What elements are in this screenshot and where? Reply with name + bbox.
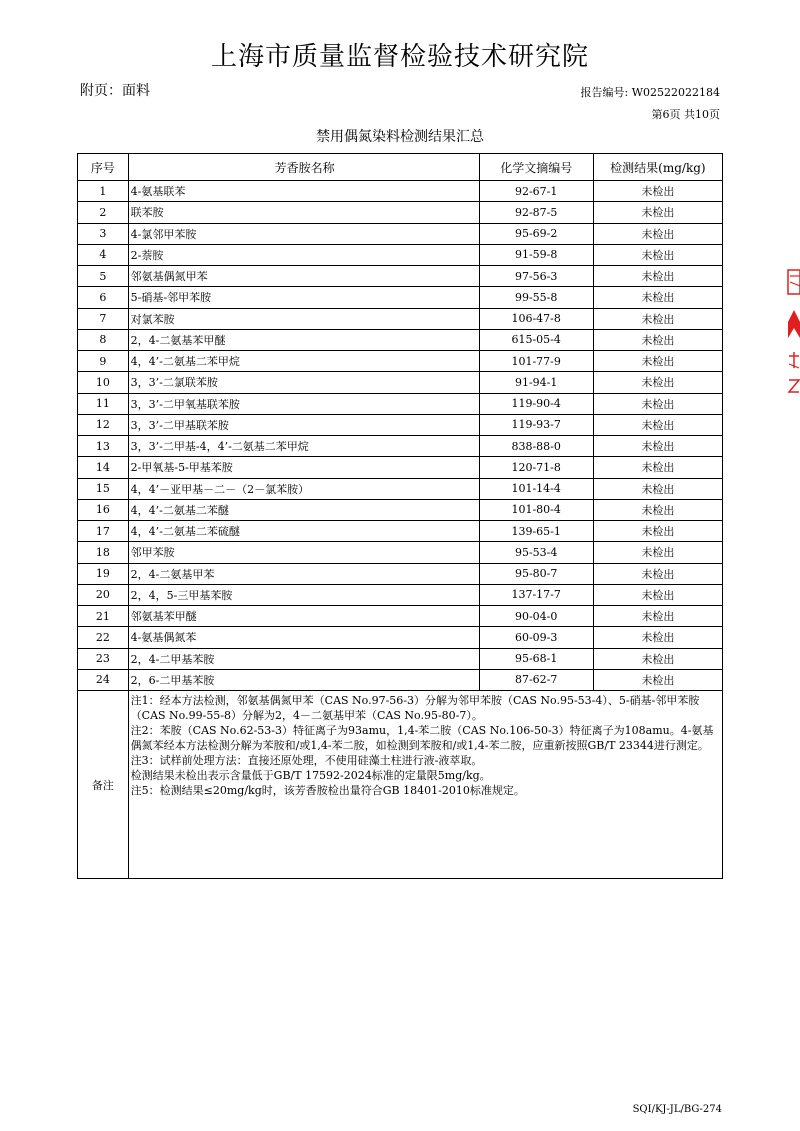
row-result: 未检出	[593, 542, 722, 563]
row-cas-number: 95-53-4	[479, 542, 593, 563]
row-no: 23	[78, 648, 129, 669]
row-amine-name: 邻甲苯胺	[128, 542, 479, 563]
footer-code: SQI/KJ-JL/BG-274	[632, 1104, 722, 1115]
table-header-row	[78, 154, 723, 181]
row-result: 未检出	[593, 669, 722, 690]
row-result: 未检出	[593, 223, 722, 244]
row-amine-name: 联苯胺	[128, 202, 479, 223]
row-amine-name: 4，4’-二氨基二苯硫醚	[128, 521, 479, 542]
row-result: 未检出	[593, 287, 722, 308]
table-row	[78, 436, 723, 457]
row-result: 未检出	[593, 499, 722, 520]
row-amine-name: 2，6-二甲基苯胺	[128, 669, 479, 690]
row-cas-number: 120-71-8	[479, 457, 593, 478]
row-amine-name: 2，4，5-三甲基苯胺	[128, 584, 479, 605]
row-result: 未检出	[593, 372, 722, 393]
row-amine-name: 3，3’-二甲基-4，4’-二氨基二苯甲烷	[128, 436, 479, 457]
row-result: 未检出	[593, 202, 722, 223]
row-cas-number: 95-80-7	[479, 563, 593, 584]
row-no: 7	[78, 308, 129, 329]
table-row	[78, 223, 723, 244]
row-no: 3	[78, 223, 129, 244]
row-cas-number: 90-04-0	[479, 606, 593, 627]
row-result: 未检出	[593, 436, 722, 457]
table-row	[78, 478, 723, 499]
row-amine-name: 4-氨基偶氮苯	[128, 627, 479, 648]
row-amine-name: 2，4-二氨基苯甲醚	[128, 329, 479, 350]
row-result: 未检出	[593, 563, 722, 584]
table-row	[78, 414, 723, 435]
row-result: 未检出	[593, 478, 722, 499]
notes-label: 备注	[78, 691, 129, 879]
results-table	[77, 153, 723, 879]
table-row	[78, 244, 723, 265]
row-cas-number: 60-09-3	[479, 627, 593, 648]
table-row	[78, 351, 723, 372]
row-cas-number: 95-69-2	[479, 223, 593, 244]
row-cas-number: 119-90-4	[479, 393, 593, 414]
row-cas-number: 101-14-4	[479, 478, 593, 499]
row-amine-name: 2-萘胺	[128, 244, 479, 265]
row-no: 13	[78, 436, 129, 457]
header-no: 序号	[78, 154, 129, 181]
row-amine-name: 4，4’－亚甲基－二－（2－氯苯胺）	[128, 478, 479, 499]
header-cas: 化学文摘编号	[479, 154, 593, 181]
table-row	[78, 627, 723, 648]
row-no: 24	[78, 669, 129, 690]
table-row	[78, 308, 723, 329]
table-row	[78, 584, 723, 605]
row-result: 未检出	[593, 181, 722, 202]
row-cas-number: 615-05-4	[479, 329, 593, 350]
row-result: 未检出	[593, 648, 722, 669]
seal-stamp-fragment	[786, 268, 800, 398]
row-result: 未检出	[593, 457, 722, 478]
row-result: 未检出	[593, 584, 722, 605]
row-no: 6	[78, 287, 129, 308]
row-amine-name: 3，3’-二甲氧基联苯胺	[128, 393, 479, 414]
table-row	[78, 202, 723, 223]
note-5: 注5：检测结果≤20mg/kg时，该芳香胺检出量符合GB 18401-2010标准规定。	[130, 784, 525, 797]
table-row	[78, 181, 723, 202]
table-row	[78, 266, 723, 287]
row-no: 2	[78, 202, 129, 223]
row-amine-name: 邻氨基偶氮甲苯	[128, 266, 479, 287]
institute-title: 上海市质量监督检验技术研究院	[210, 42, 589, 72]
row-amine-name: 2，4-二甲基苯胺	[128, 648, 479, 669]
table-body	[78, 181, 723, 691]
note-4: 检测结果未检出表示含量低于GB/T 17592-2024标准的定量限5mg/kg。	[130, 769, 491, 782]
row-no: 17	[78, 521, 129, 542]
table-row	[78, 563, 723, 584]
row-result: 未检出	[593, 393, 722, 414]
row-cas-number: 92-67-1	[479, 181, 593, 202]
row-result: 未检出	[593, 244, 722, 265]
row-no: 11	[78, 393, 129, 414]
row-result: 未检出	[593, 627, 722, 648]
row-amine-name: 4，4’-二氨基二苯醚	[128, 499, 479, 520]
row-cas-number: 92-87-5	[479, 202, 593, 223]
row-amine-name: 3，3’-二氯联苯胺	[128, 372, 479, 393]
row-cas-number: 91-94-1	[479, 372, 593, 393]
row-amine-name: 2-甲氧基-5-甲基苯胺	[128, 457, 479, 478]
row-amine-name: 2，4-二氨基甲苯	[128, 563, 479, 584]
table-row	[78, 287, 723, 308]
page-number: 第6页 共10页	[651, 108, 720, 121]
row-amine-name: 4，4’-二氨基二苯甲烷	[128, 351, 479, 372]
section-subtitle: 禁用偶氮染料检测结果汇总	[316, 129, 484, 145]
row-result: 未检出	[593, 329, 722, 350]
row-no: 21	[78, 606, 129, 627]
row-cas-number: 137-17-7	[479, 584, 593, 605]
row-no: 5	[78, 266, 129, 287]
row-cas-number: 95-68-1	[479, 648, 593, 669]
row-result: 未检出	[593, 308, 722, 329]
row-no: 15	[78, 478, 129, 499]
row-cas-number: 101-77-9	[479, 351, 593, 372]
row-cas-number: 87-62-7	[479, 669, 593, 690]
row-no: 19	[78, 563, 129, 584]
row-amine-name: 5-硝基-邻甲苯胺	[128, 287, 479, 308]
row-cas-number: 139-65-1	[479, 521, 593, 542]
row-result: 未检出	[593, 266, 722, 287]
row-amine-name: 4-氨基联苯	[128, 181, 479, 202]
note-3: 注3：试样前处理方法：直接还原处理，不使用硅藻土柱进行液-液萃取。	[130, 754, 483, 767]
row-result: 未检出	[593, 521, 722, 542]
row-no: 9	[78, 351, 129, 372]
row-no: 22	[78, 627, 129, 648]
row-cas-number: 99-55-8	[479, 287, 593, 308]
row-result: 未检出	[593, 351, 722, 372]
header-result: 检测结果(mg/kg)	[593, 154, 722, 181]
appendix-label: 附页：面料	[80, 83, 150, 99]
row-no: 14	[78, 457, 129, 478]
row-cas-number: 97-56-3	[479, 266, 593, 287]
row-amine-name: 对氯苯胺	[128, 308, 479, 329]
notes-content	[128, 691, 722, 879]
table-row	[78, 606, 723, 627]
row-no: 16	[78, 499, 129, 520]
table-row	[78, 499, 723, 520]
row-no: 10	[78, 372, 129, 393]
row-amine-name: 邻氨基苯甲醚	[128, 606, 479, 627]
table-row	[78, 542, 723, 563]
table-row	[78, 393, 723, 414]
row-cas-number: 91-59-8	[479, 244, 593, 265]
row-amine-name: 3，3’-二甲基联苯胺	[128, 414, 479, 435]
row-no: 18	[78, 542, 129, 563]
table-row	[78, 521, 723, 542]
note-2: 注2：苯胺（CAS No.62-53-3）特征离子为93amu，1,4-苯二胺（CAS No.106-50-3）特征离子为108amu。4-氨基偶氮苯经本方法检测分解为苯胺和/或1,4-苯二胺，如检测到苯胺和/或1,4-苯二胺，应重新按照GB/T 23344进行测定。	[130, 724, 714, 752]
notes-row	[78, 691, 723, 879]
report-number: 报告编号: W02522022184	[580, 86, 720, 99]
row-no: 1	[78, 181, 129, 202]
row-result: 未检出	[593, 606, 722, 627]
note-1: 注1：经本方法检测，邻氨基偶氮甲苯（CAS No.97-56-3）分解为邻甲苯胺（CAS No.95-53-4）、5-硝基-邻甲苯胺（CAS No.99-55-8）分解为2，4－二氨基甲苯（CAS No.95-80-7）。	[130, 694, 700, 722]
table-row	[78, 669, 723, 690]
table-row	[78, 329, 723, 350]
table-row	[78, 648, 723, 669]
row-no: 12	[78, 414, 129, 435]
row-cas-number: 106-47-8	[479, 308, 593, 329]
row-no: 8	[78, 329, 129, 350]
row-cas-number: 101-80-4	[479, 499, 593, 520]
row-no: 20	[78, 584, 129, 605]
header-name: 芳香胺名称	[128, 154, 479, 181]
row-cas-number: 119-93-7	[479, 414, 593, 435]
row-result: 未检出	[593, 414, 722, 435]
row-cas-number: 838-88-0	[479, 436, 593, 457]
table-row	[78, 372, 723, 393]
row-no: 4	[78, 244, 129, 265]
row-amine-name: 4-氯邻甲苯胺	[128, 223, 479, 244]
table-row	[78, 457, 723, 478]
